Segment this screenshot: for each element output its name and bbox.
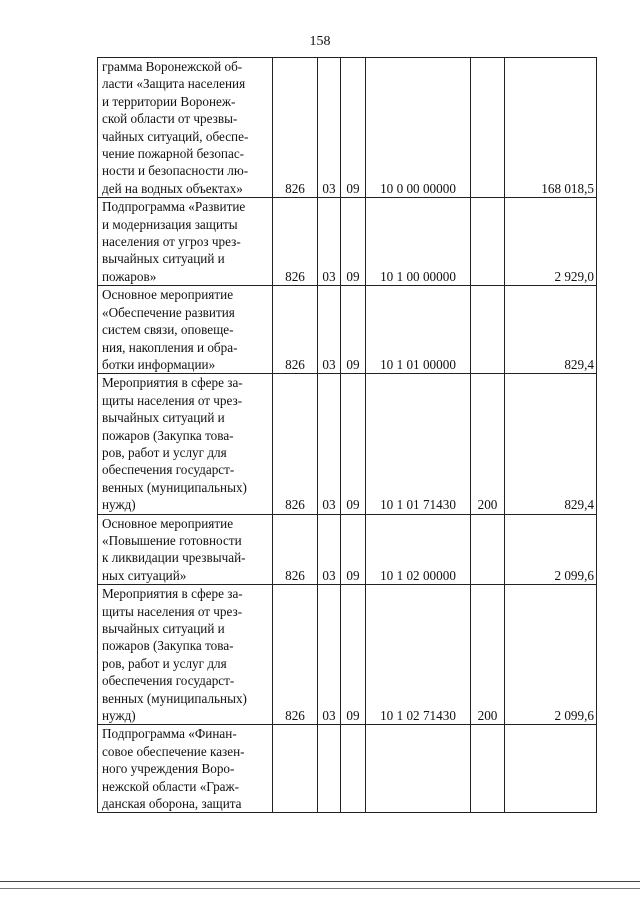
target-article-code: 10 1 02 71430 (366, 585, 471, 725)
ministry-code: 826 (273, 585, 318, 725)
description-line: «Повышение готовности (102, 532, 242, 548)
amount-value: 829,4 (505, 286, 597, 374)
amount-value (505, 725, 597, 813)
section-code: 03 (318, 58, 341, 198)
ministry-code: 826 (273, 514, 318, 585)
table-row (98, 374, 597, 514)
description-line: ской области от чрезвы- (102, 111, 238, 127)
description-line: Мероприятия в сфере за- (102, 375, 243, 391)
amount-value: 829,4 (505, 374, 597, 514)
row-description (98, 58, 273, 198)
subsection-code: 09 (341, 374, 366, 514)
description-line: вычайных ситуаций и (102, 410, 225, 426)
table-row (98, 198, 597, 286)
target-article-code: 10 1 01 71430 (366, 374, 471, 514)
ministry-code: 826 (273, 374, 318, 514)
target-article-code: 10 1 02 00000 (366, 514, 471, 585)
expense-type-code (471, 198, 505, 286)
expense-type-code (471, 725, 505, 813)
description-line: пожаров (Закупка това- (102, 427, 234, 443)
target-article-code: 10 1 00 00000 (366, 198, 471, 286)
description-line: нужд) (102, 497, 136, 513)
table-body (98, 58, 597, 813)
description-line: обеспечения государст- (102, 462, 235, 478)
ministry-code: 826 (273, 58, 318, 198)
table-row (98, 58, 597, 198)
description-line: Подпрограмма «Развитие (102, 199, 246, 215)
row-description (98, 198, 273, 286)
amount-value: 2 099,6 (505, 514, 597, 585)
description-line: ров, работ и услуг для (102, 655, 227, 671)
description-line: ров, работ и услуг для (102, 444, 227, 460)
description-line: пожаров» (102, 268, 157, 284)
page-number: 158 (309, 34, 331, 49)
section-code: 03 (318, 374, 341, 514)
target-article-code: 10 0 00 00000 (366, 58, 471, 198)
amount-value: 2 929,0 (505, 198, 597, 286)
description-line: пожаров (Закупка това- (102, 638, 234, 654)
description-line: щиты населения от чрез- (102, 603, 243, 619)
description-line: ботки информации» (102, 356, 216, 372)
row-description (98, 585, 273, 725)
section-code: 03 (318, 514, 341, 585)
row-description (98, 286, 273, 374)
description-line: дей на водных объектах» (102, 180, 243, 196)
description-line: чайных ситуаций, обеспе- (102, 128, 249, 144)
description-line: Основное мероприятие (102, 287, 234, 303)
description-line: нежской области «Граж- (102, 778, 240, 794)
description-line: ности и безопасности лю- (102, 163, 249, 179)
description-line: и модернизация защиты (102, 216, 238, 232)
section-code: 03 (318, 585, 341, 725)
description-line: и территории Воронеж- (102, 93, 236, 109)
description-line: совое обеспечение казен- (102, 743, 245, 759)
subsection-code (341, 725, 366, 813)
row-description (98, 374, 273, 514)
description-line: Подпрограмма «Финан- (102, 726, 237, 742)
description-line: венных (муниципальных) (102, 690, 247, 706)
description-line: ных ситуаций» (102, 567, 187, 583)
subsection-code: 09 (341, 514, 366, 585)
description-line: вычайных ситуаций и (102, 621, 225, 636)
description-line: систем связи, оповеще- (102, 322, 234, 338)
section-code: 03 (318, 286, 341, 374)
description-line: вычайных ситуаций и (102, 251, 225, 267)
expense-type-code (471, 514, 505, 585)
description-line: Основное мероприятие (102, 515, 234, 531)
target-article-code: 10 1 01 00000 (366, 286, 471, 374)
description-line: «Обеспечение развития (102, 304, 235, 320)
footer-rule (0, 881, 640, 882)
ministry-code: 826 (273, 286, 318, 374)
section-code: 03 (318, 198, 341, 286)
description-line: грамма Воронежской об- (102, 59, 243, 74)
description-line: венных (муниципальных) (102, 479, 247, 495)
footer-rule-secondary (0, 888, 640, 889)
description-line: данская оборона, защита (102, 796, 242, 812)
row-description (98, 725, 273, 813)
description-line: обеспечения государст- (102, 673, 235, 689)
table-row (98, 725, 597, 813)
target-article-code (366, 725, 471, 813)
subsection-code: 09 (341, 198, 366, 286)
ministry-code (273, 725, 318, 813)
subsection-code: 09 (341, 286, 366, 374)
ministry-code: 826 (273, 198, 318, 286)
description-line: ния, накопления и обра- (102, 339, 238, 355)
expense-type-code (471, 58, 505, 198)
description-line: чение пожарной безопас- (102, 146, 245, 162)
amount-value: 2 099,6 (505, 585, 597, 725)
table-row (98, 514, 597, 585)
amount-value: 168 018,5 (505, 58, 597, 198)
description-line: нужд) (102, 708, 136, 724)
description-line: ного учреждения Воро- (102, 761, 235, 777)
expense-type-code: 200 (471, 374, 505, 514)
description-line: к ликвидации чрезвычай- (102, 550, 246, 566)
row-description (98, 514, 273, 585)
description-line: Мероприятия в сфере за- (102, 586, 243, 602)
description-line: ласти «Защита населения (102, 76, 246, 92)
expense-type-code: 200 (471, 585, 505, 725)
description-line: населения от угроз чрез- (102, 234, 241, 250)
table-row (98, 286, 597, 374)
expense-type-code (471, 286, 505, 374)
budget-table (97, 57, 597, 813)
description-line: щиты населения от чрез- (102, 392, 243, 408)
section-code (318, 725, 341, 813)
subsection-code: 09 (341, 585, 366, 725)
subsection-code: 09 (341, 58, 366, 198)
table-row (98, 585, 597, 725)
